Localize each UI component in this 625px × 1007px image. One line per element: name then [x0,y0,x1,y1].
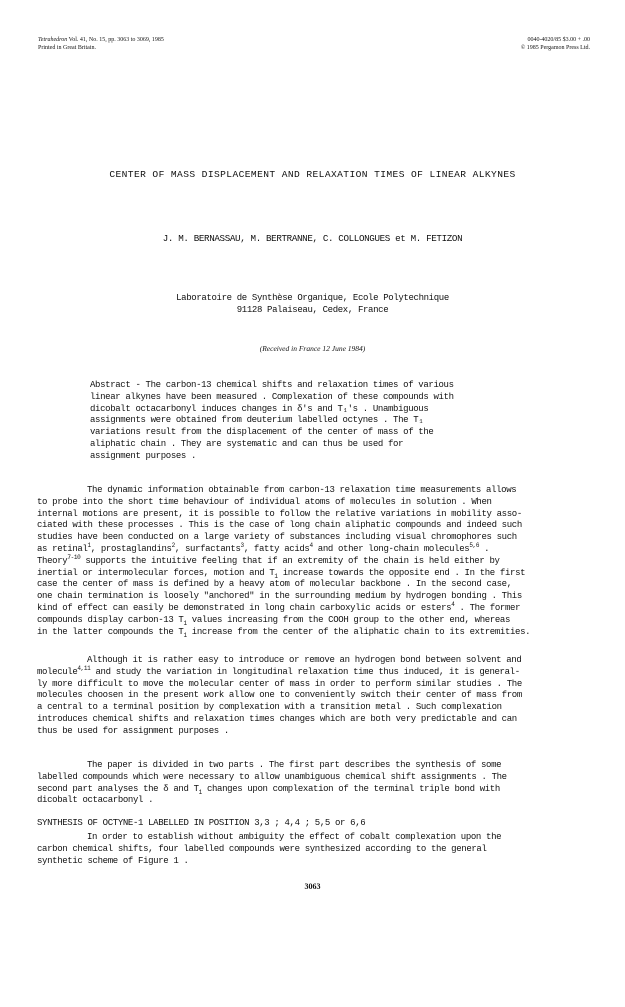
journal-header [38,36,164,52]
ref-4: 4 [309,541,313,549]
subscript: 1 [274,572,278,580]
para-line: dicobalt octacarbonyl . [37,795,154,806]
abstract-line: variations result from the displacement of the center of mass of the [90,427,434,438]
affiliation-line-1: Laboratoire de Synthèse Organique, Ecole Polytechnique [176,293,449,303]
para-line: introduces chemical shifts and relaxation times changes which are both very predictable and can [37,713,517,724]
para-line [37,627,592,639]
paper-title: CENTER OF MASS DISPLACEMENT AND RELAXATION TIMES OF LINEAR ALKYNES [109,169,516,180]
para-line: a central to a terminal position by complexation with a transition metal . Such complexation [37,702,502,713]
ref-2: 2 [171,541,175,549]
subscript: 1 [183,631,187,639]
text-span: supports the intuitive feeling that if an extremity of the chain is held either by [80,555,500,566]
citation-text: Vol. 41, No. 15, pp. 3063 to 3069, 1985 [68,37,164,43]
abstract-line: assignments were obtained from deuterium labelled octynes . The T₁ [90,415,424,426]
para-line [37,600,592,615]
para-line [37,615,592,627]
para-line: The dynamic information obtainable from carbon-13 relaxation time measurements allows [87,485,517,495]
journal-citation [38,36,164,44]
text-span: as retinal [37,543,88,554]
affiliation-line-2: 91128 Palaiseau, Cedex, France [236,304,389,315]
para-line: one chain termination is loosely "anchored" in the surrounding medium by hydrogen bonding . This [37,591,522,602]
abstract-line: dicobalt octacarbonyl induces changes in δ's and T₁'s . Unambiguous [90,403,429,414]
para-line: carbon chemical shifts, four labelled compounds were synthesized according to the general [37,843,487,854]
text-span: and study the variation in longitudinal relaxation time thus induced, it is general- [90,666,520,677]
ref-1: 1 [87,541,91,549]
price-code: 0040-4020/85 $3.00 + .00 [527,37,590,43]
text-span: . [479,543,490,554]
text-span: molecule [37,666,78,677]
para-line: to probe into the short time behaviour of individual atoms of molecules in solution . When [37,496,492,507]
text-span: inertial or intermolecular forces, motion and T [37,567,275,578]
text-span: increase towards the opposite end . In the first [277,567,526,578]
para-line: ly more difficult to move the molecular center of mass in order to perform similar studies . The [37,678,522,689]
para-line: ciated with these processes . This is the case of long chain aliphatic compounds and indeed such [37,520,522,531]
para-line: In order to establish without ambiguity the effect of cobalt complexation upon the [87,832,502,842]
para-line: case the center of mass is defined by a heavy atom of molecular backbone . In the second case, [37,579,512,590]
abstract-line: aliphatic chain . They are systematic and can thus be used for [90,438,404,449]
text-span: changes upon complexation of the terminal triple bond with [201,783,500,794]
ref-4: 4 [451,600,455,608]
received-date: (Received in France 12 June 1984) [259,344,366,353]
text-span: , surfactants [174,543,241,554]
ref-4-11: 4,11 [77,664,91,672]
para-line: labelled compounds which were necessary to allow unambiguous chemical shift assignments . The [37,771,507,782]
paragraph-4 [37,832,592,867]
para-line: The paper is divided in two parts . The first part describes the synthesis of some [87,760,502,770]
para-line [37,541,592,556]
abstract-line: Abstract - The carbon-13 chemical shifts and relaxation times of various [90,380,454,390]
text-span: compounds display carbon-13 T [37,614,184,625]
ref-7-10: 7-10 [67,553,81,561]
ref-5-6: 5,6 [469,541,480,549]
para-line: molecules choosen in the present work allow one to conveniently switch their center of mass from [37,690,522,701]
section-heading: SYNTHESIS OF OCTYNE-1 LABELLED IN POSITION 3,3 ; 4,4 ; 5,5 or 6,6 [37,818,366,828]
text-span: kind of effect can easily be demonstrated in long chain carboxylic acids or esters [37,602,452,613]
para-line: thus be used for assignment purposes . [37,725,229,736]
affiliation [0,293,625,317]
page-number: 3063 [304,882,321,891]
copyright-line: © 1985 Pergamon Press Ltd. [520,45,590,51]
abstract-line: assignment purposes . [90,450,197,461]
paragraph-2 [37,655,592,738]
text-span: Theory [37,555,68,566]
subscript: 1 [183,619,187,627]
para-line [37,553,592,568]
ref-3: 3 [240,541,244,549]
price-header [480,36,590,52]
text-span: in the latter compounds the T [37,626,184,637]
authors: J. M. BERNASSAU, M. BERTRANNE, C. COLLONGUES et M. FETIZON [162,233,463,244]
para-line [37,568,592,580]
para-line: Although it is rather easy to introduce or remove an hydrogen bond between solvent and [87,655,522,665]
journal-name: Tetrahedron [38,37,68,43]
text-span: increase from the center of the aliphatic chain to its extremities. [186,626,531,637]
paragraph-1 [37,485,592,638]
para-line: synthetic scheme of Figure 1 . [37,855,189,866]
text-span: . The former [454,602,521,613]
subscript: 1 [198,788,202,796]
text-span: and other long-chain molecules [312,543,470,554]
para-line: studies have been conducted on a large variety of substances including visual chromophores such [37,532,517,543]
text-span: , prostaglandins [90,543,172,554]
para-line: internal motions are present, it is possible to follow the relative variations in mobility asso- [37,508,522,519]
text-span: second part analyses the δ and T [37,783,199,794]
paragraph-3 [37,760,592,807]
printed-in: Printed in Great Britain. [38,45,96,51]
para-line [37,784,592,796]
para-line [37,664,592,679]
text-span: , fatty acids [243,543,310,554]
abstract [90,380,530,463]
text-span: values increasing from the COOH group to the other end, whereas [186,614,511,625]
abstract-line: linear alkynes have been measured . Complexation of these compounds with [90,391,454,402]
